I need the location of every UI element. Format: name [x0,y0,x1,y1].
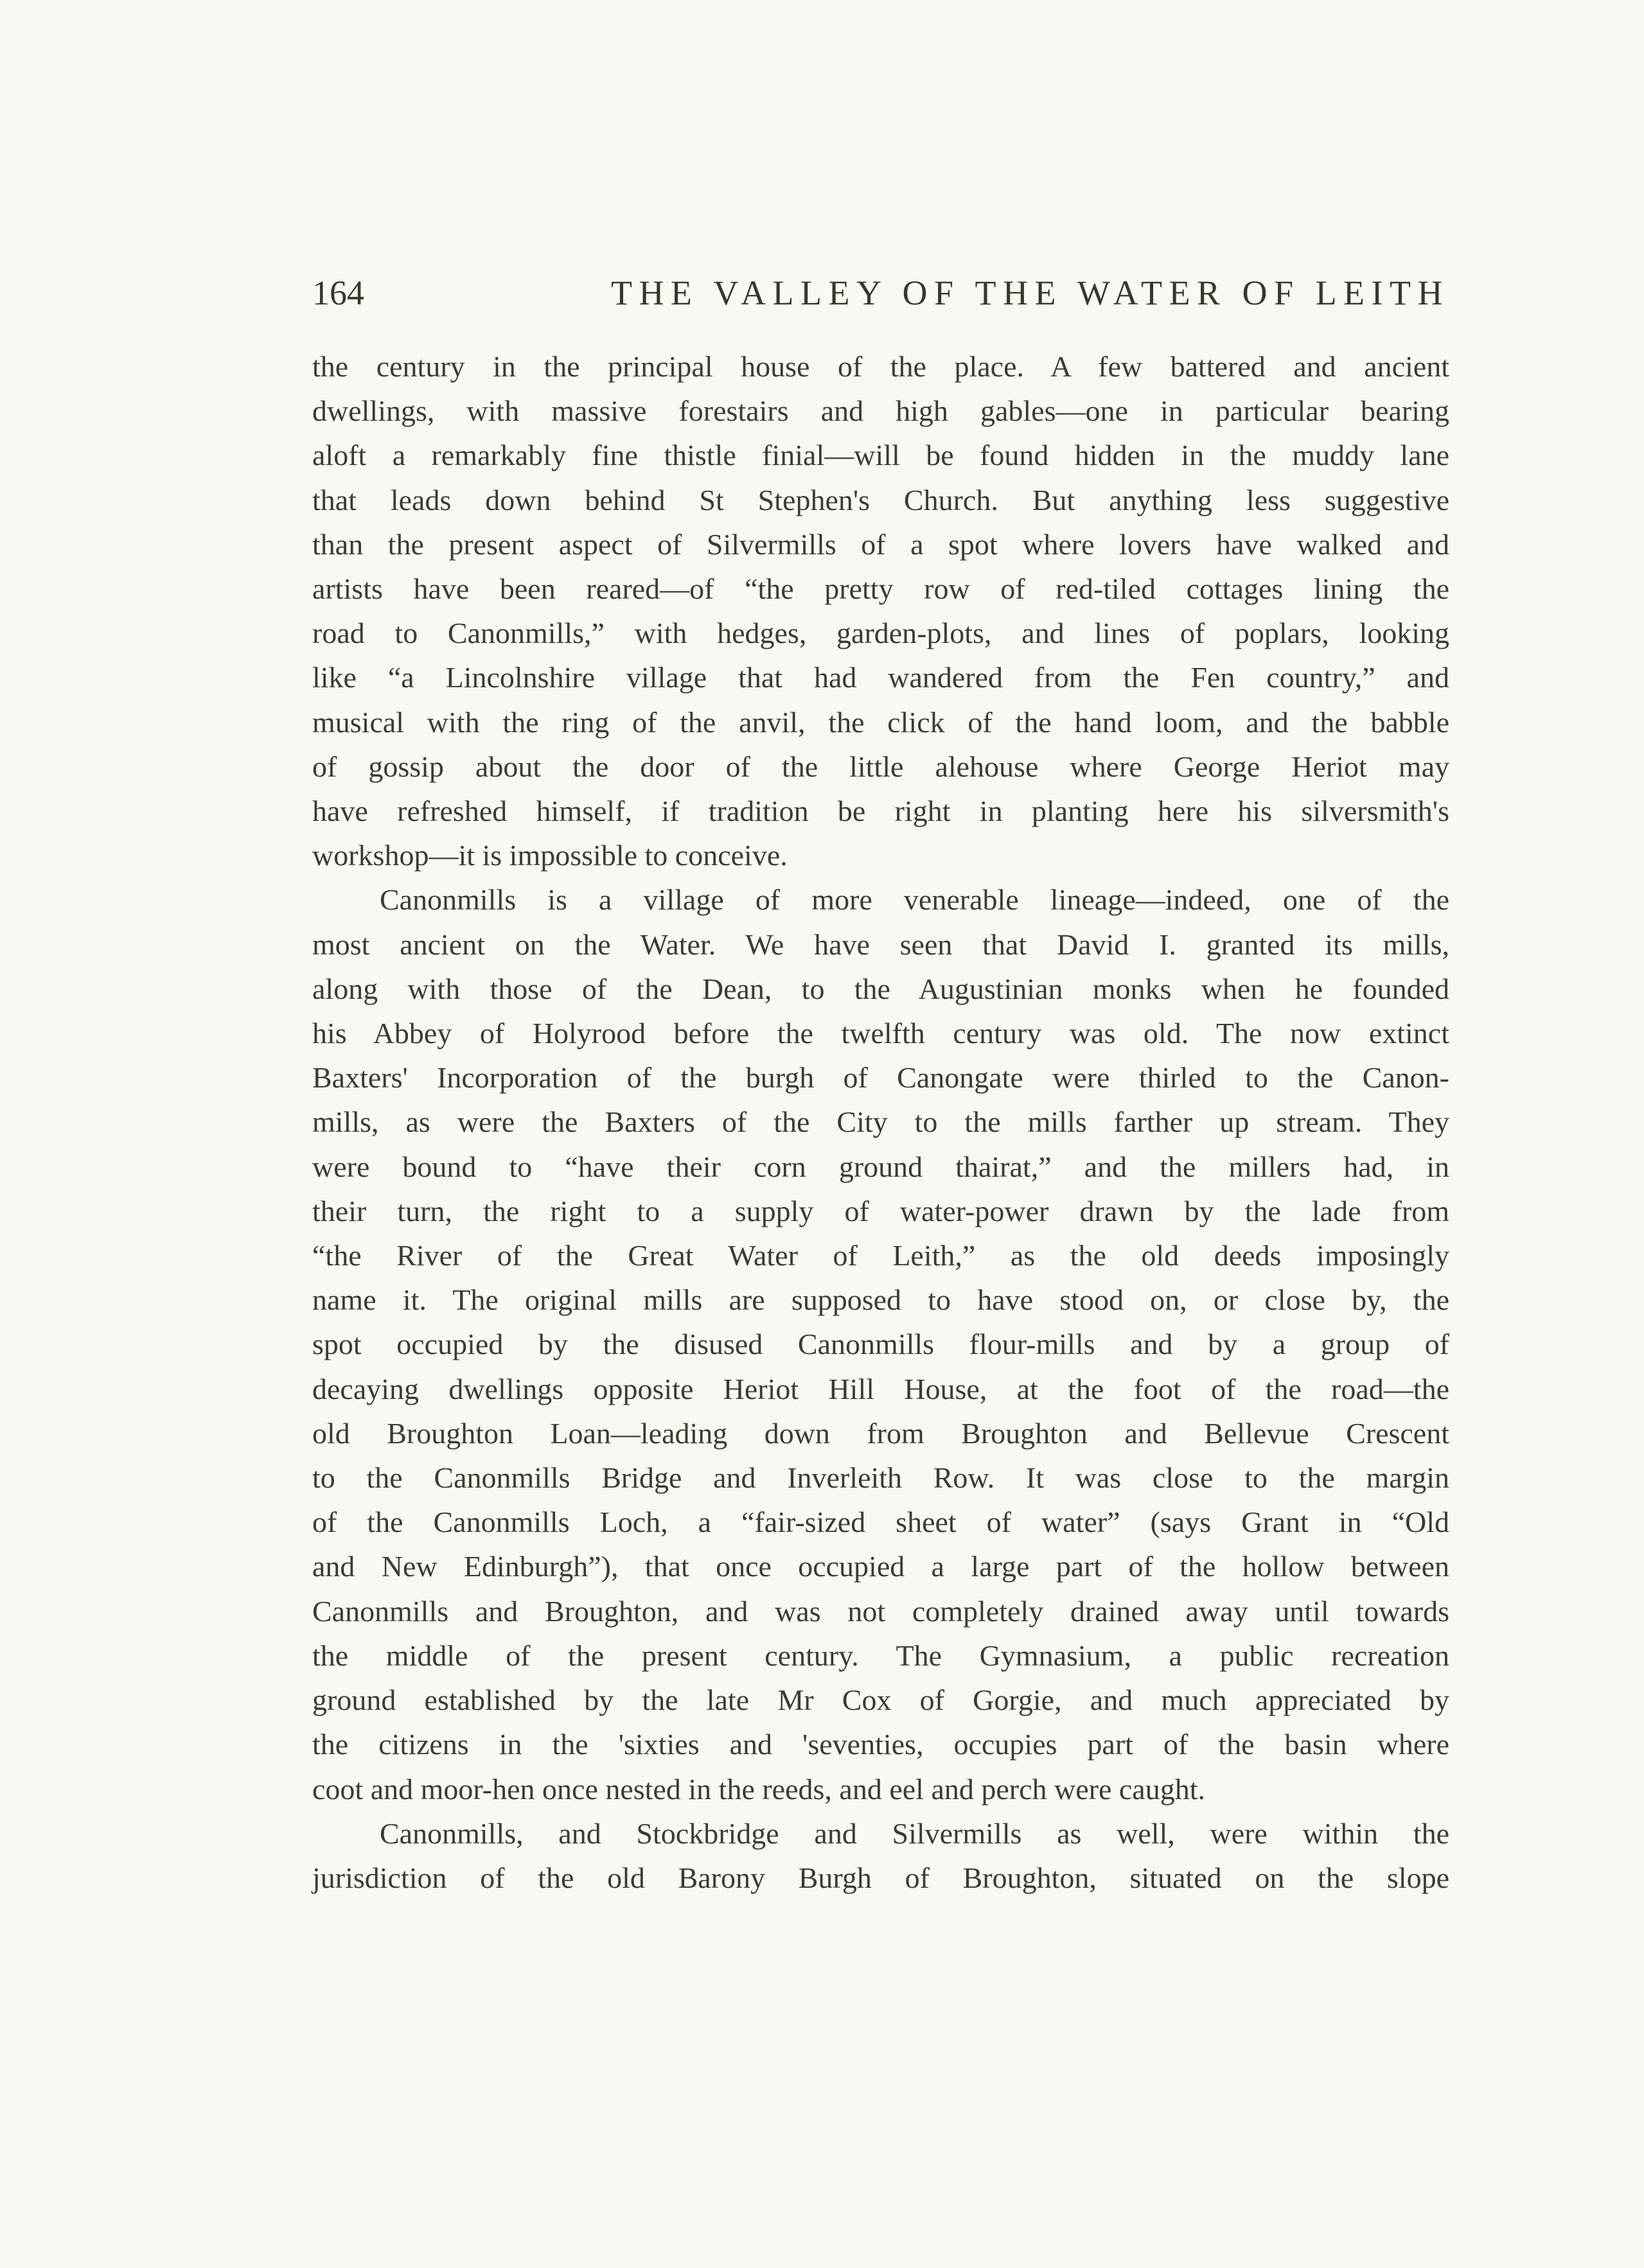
text-line: coot and moor-hen once nested in the reeds, and eel and perch were caught. [312,1772,1205,1806]
text-line: musical with the ring of the anvil, the click of the hand loom, and the babble [312,705,1449,739]
text-line: old Broughton Loan—leading down from Broughton and Bellevue Crescent [312,1416,1449,1450]
running-head [312,270,1449,316]
text-line: that leads down behind St Stephen's Church. But anything less suggestive [312,483,1449,516]
text-line: workshop—it is impossible to conceive. [312,839,788,872]
text-line: have refreshed himself, if tradition be right in planting here his silversmith's [312,795,1449,828]
text-line: aloft a remarkably fine thistle finial—will be found hidden in the muddy lane [312,439,1449,472]
body-text [312,344,1449,1900]
text-line: name it. The original mills are supposed to have stood on, or close by, the [312,1283,1449,1317]
text-line: and New Edinburgh”), that once occupied a large part of the hollow between [312,1550,1449,1583]
paragraph [312,877,1449,1811]
text-line: artists have been reared—of “the pretty row of red-tiled cottages lining the [312,572,1449,606]
text-line: dwellings, with massive forestairs and high gables—one in particular bearing [312,394,1449,428]
book-page [312,270,1449,1900]
text-line: road to Canonmills,” with hedges, garden-plots, and lines of poplars, looking [312,617,1449,650]
text-line: most ancient on the Water. We have seen that David I. granted its mills, [312,927,1449,961]
text-line: his Abbey of Holyrood before the twelfth century was old. The now extinct [312,1017,1449,1050]
text-line: the century in the principal house of the place. A few battered and ancient [312,350,1449,383]
paragraph [312,344,1449,877]
text-line: the citizens in the 'sixties and 'seventies, occupies part of the basin where [312,1728,1449,1761]
text-line: along with those of the Dean, to the Augustinian monks when he founded [312,972,1449,1005]
text-line: mills, as were the Baxters of the City to the mills farther up stream. They [312,1105,1449,1139]
text-line: jurisdiction of the old Barony Burgh of Broughton, situated on the slope [312,1861,1449,1894]
text-line: like “a Lincolnshire village that had wandered from the Fen country,” and [312,661,1449,694]
text-line: the middle of the present century. The Gymnasium, a public recreation [312,1639,1449,1672]
text-line: their turn, the right to a supply of water-power drawn by the lade from [312,1194,1449,1227]
text-line: Baxters' Incorporation of the burgh of Canongate were thirled to the Canon- [312,1061,1449,1094]
page-number: 164 [312,274,364,312]
text-line: were bound to “have their corn ground thairat,” and the millers had, in [312,1150,1449,1183]
text-line: of the Canonmills Loch, a “fair-sized sheet of water” (says Grant in “Old [312,1506,1449,1539]
text-line: to the Canonmills Bridge and Inverleith Row. It was close to the margin [312,1461,1449,1495]
text-line: Canonmills and Broughton, and was not completely drained away until towards [312,1594,1449,1628]
text-line: ground established by the late Mr Cox of Gorgie, and much appreciated by [312,1683,1449,1717]
text-line: than the present aspect of Silvermills of a spot where lovers have walked and [312,527,1449,561]
paragraph [312,1811,1449,1900]
text-line: decaying dwellings opposite Heriot Hill House, at the foot of the road—the [312,1372,1449,1405]
running-title: THE VALLEY OF THE WATER OF LEITH [611,274,1449,312]
text-line: “the River of the Great Water of Leith,” as the old deeds imposingly [312,1239,1449,1272]
text-line: Canonmills is a village of more venerable lineage—indeed, one of the [380,883,1449,917]
text-line: spot occupied by the disused Canonmills flour-mills and by a group of [312,1328,1449,1361]
text-line: Canonmills, and Stockbridge and Silvermills as well, were within the [380,1816,1449,1850]
text-line: of gossip about the door of the little alehouse where George Heriot may [312,750,1449,783]
